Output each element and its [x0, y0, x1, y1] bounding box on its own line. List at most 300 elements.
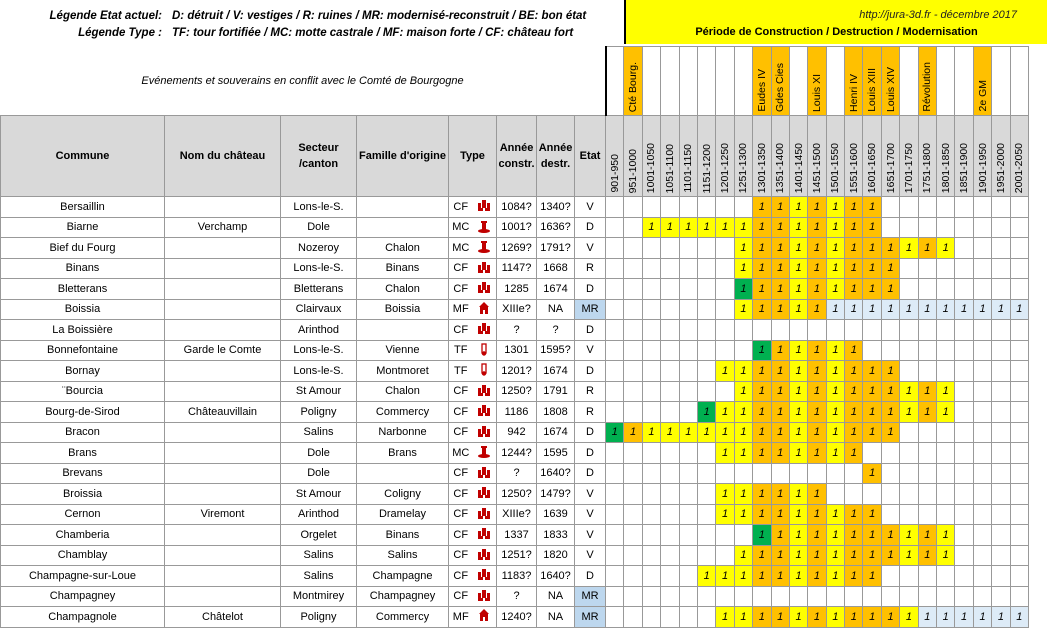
period-cell — [845, 279, 863, 300]
period-mark: 1 — [887, 241, 894, 254]
period-mark: 1 — [777, 364, 784, 377]
period-cell — [679, 340, 697, 361]
period-cell — [918, 320, 936, 341]
period-cell — [624, 258, 642, 279]
period-cell — [881, 443, 899, 464]
period-mark: 1 — [887, 426, 894, 439]
table-row[interactable] — [1, 238, 1029, 259]
period-mark: 1 — [758, 610, 765, 623]
period-cell — [624, 443, 642, 464]
period-mark: 1 — [832, 549, 839, 562]
table-row[interactable] — [1, 484, 1029, 505]
legend-type-key: Légende Type : — [78, 27, 162, 39]
period-mark: 1 — [795, 610, 802, 623]
table-row[interactable] — [1, 381, 1029, 402]
year-header — [606, 116, 624, 197]
period-cell — [753, 279, 771, 300]
event-label: 2e GM — [976, 80, 989, 112]
table-row[interactable] — [1, 402, 1029, 423]
period-mark: 1 — [813, 528, 821, 541]
period-mark: 1 — [869, 569, 876, 582]
table-row[interactable] — [1, 299, 1029, 320]
period-mark: 1 — [758, 385, 765, 398]
period-cell — [973, 525, 991, 546]
period-mark: 1 — [942, 549, 949, 562]
period-cell — [606, 525, 624, 546]
secteur-cell: Lons-le-S. — [281, 258, 357, 279]
chateau-name-cell: Garde le Comte — [165, 340, 281, 361]
period-mark: 1 — [703, 405, 710, 418]
period-mark: 1 — [721, 487, 729, 500]
secteur-cell: Bletterans — [281, 279, 357, 300]
annee-constr-cell: 942 — [497, 422, 537, 443]
period-cell — [826, 258, 844, 279]
period-cell — [789, 566, 807, 587]
period-cell — [606, 566, 624, 587]
period-cell — [808, 279, 826, 300]
period-cell — [881, 238, 899, 259]
castle-icon — [477, 198, 491, 212]
period-cell — [992, 463, 1010, 484]
period-cell — [1010, 422, 1028, 443]
period-cell — [955, 607, 973, 628]
period-mark: 1 — [777, 344, 784, 357]
year-label: 1701-1750 — [902, 142, 915, 193]
period-cell — [881, 586, 899, 607]
period-cell — [753, 258, 771, 279]
period-cell — [661, 238, 679, 259]
annee-constr-cell: 1269? — [497, 238, 537, 259]
period-cell — [606, 361, 624, 382]
period-cell — [753, 443, 771, 464]
event-label: Louis XI — [810, 74, 823, 112]
castle-icon — [477, 403, 491, 417]
period-mark: 1 — [740, 241, 747, 254]
table-row[interactable] — [1, 279, 1029, 300]
year-header — [881, 116, 899, 197]
period-cell — [642, 504, 660, 525]
period-mark: 1 — [869, 282, 876, 295]
period-cell — [881, 217, 899, 238]
period-cell — [900, 463, 918, 484]
period-mark: 1 — [740, 426, 747, 439]
period-mark: 1 — [685, 426, 692, 439]
header-annee-destr: Année destr. — [537, 116, 575, 197]
period-cell — [697, 340, 715, 361]
secteur-cell: Lons-le-S. — [281, 340, 357, 361]
period-cell — [992, 197, 1010, 218]
period-mark: 1 — [813, 282, 821, 295]
period-mark: 1 — [740, 385, 747, 398]
period-cell — [1010, 443, 1028, 464]
period-cell — [789, 340, 807, 361]
period-cell — [973, 279, 991, 300]
period-cell — [789, 361, 807, 382]
period-cell — [937, 402, 955, 423]
period-mark: 1 — [740, 487, 747, 500]
period-cell — [808, 566, 826, 587]
source-url[interactable]: http://jura-3d.fr - décembre 2017 — [859, 9, 1017, 21]
period-mark: 1 — [777, 487, 784, 500]
table-row[interactable] — [1, 197, 1029, 218]
period-cell — [900, 566, 918, 587]
period-cell — [845, 320, 863, 341]
commune-cell: ¨Bourcia — [1, 381, 165, 402]
period-cell — [753, 525, 771, 546]
legend-etat — [0, 9, 586, 24]
period-cell — [753, 504, 771, 525]
period-cell — [753, 402, 771, 423]
chateau-name-cell — [165, 279, 281, 300]
period-mark: 1 — [942, 385, 949, 398]
period-mark: 1 — [850, 528, 857, 541]
type-cell: MC — [449, 217, 473, 238]
table-row[interactable] — [1, 463, 1029, 484]
period-mark: 1 — [850, 569, 857, 582]
table-row[interactable] — [1, 504, 1029, 525]
period-cell — [900, 361, 918, 382]
period-cell — [606, 484, 624, 505]
period-cell — [937, 361, 955, 382]
period-cell — [624, 217, 642, 238]
period-mark: 1 — [721, 610, 729, 623]
type-cell: CF — [449, 525, 473, 546]
period-cell — [826, 566, 844, 587]
famille-cell: Chalon — [357, 238, 449, 259]
period-mark: 1 — [795, 569, 802, 582]
castle-icon — [477, 526, 491, 540]
year-label: 1501-1550 — [829, 142, 842, 193]
period-mark: 1 — [795, 200, 802, 213]
period-cell — [881, 545, 899, 566]
period-cell — [734, 463, 752, 484]
year-label: 1001-1050 — [645, 142, 658, 193]
period-cell — [808, 443, 826, 464]
event-cell — [624, 47, 642, 116]
period-cell — [826, 402, 844, 423]
period-cell — [918, 525, 936, 546]
period-mark: 1 — [887, 282, 894, 295]
year-header — [955, 116, 973, 197]
period-mark: 1 — [721, 405, 729, 418]
period-cell — [771, 422, 789, 443]
period-cell — [606, 586, 624, 607]
period-cell — [881, 463, 899, 484]
period-cell — [606, 279, 624, 300]
castle-icon — [477, 321, 491, 335]
period-mark: 1 — [869, 610, 876, 623]
period-cell — [697, 381, 715, 402]
etat-cell: D — [575, 361, 606, 382]
event-label: Gdes Cies — [774, 62, 787, 112]
period-cell — [624, 566, 642, 587]
castle-icon — [477, 567, 491, 581]
period-cell — [734, 197, 752, 218]
period-cell — [642, 566, 660, 587]
period-cell — [992, 381, 1010, 402]
period-mark: 1 — [795, 221, 802, 234]
period-mark: 1 — [795, 385, 802, 398]
period-mark: 1 — [721, 221, 729, 234]
period-cell — [789, 504, 807, 525]
period-cell — [697, 484, 715, 505]
table-row[interactable] — [1, 340, 1029, 361]
period-mark: 1 — [795, 405, 802, 418]
period-cell — [937, 320, 955, 341]
period-cell — [606, 217, 624, 238]
annee-destr-cell: 1668 — [537, 258, 575, 279]
table-row[interactable] — [1, 586, 1029, 607]
famille-cell — [357, 217, 449, 238]
period-cell — [789, 197, 807, 218]
period-cell — [624, 361, 642, 382]
period-cell — [679, 586, 697, 607]
commune-cell: Champagne-sur-Loue — [1, 566, 165, 587]
period-cell — [697, 525, 715, 546]
event-cell — [845, 47, 863, 116]
secteur-cell: Orgelet — [281, 525, 357, 546]
year-label: 1151-1200 — [700, 143, 713, 193]
famille-cell — [357, 320, 449, 341]
table-row[interactable] — [1, 320, 1029, 341]
period-cell — [863, 402, 881, 423]
etat-cell: D — [575, 422, 606, 443]
year-label: 1351-1400 — [774, 142, 787, 193]
event-cell — [606, 47, 624, 116]
period-cell — [606, 197, 624, 218]
table-row[interactable] — [1, 217, 1029, 238]
period-cell — [826, 545, 844, 566]
period-cell — [734, 299, 752, 320]
event-cell — [881, 47, 899, 116]
period-cell — [918, 545, 936, 566]
period-cell — [753, 463, 771, 484]
period-cell — [937, 566, 955, 587]
period-cell — [716, 217, 734, 238]
period-cell — [679, 381, 697, 402]
period-cell — [973, 566, 991, 587]
period-mark: 1 — [869, 303, 876, 316]
table-row[interactable] — [1, 361, 1029, 382]
secteur-cell: Nozeroy — [281, 238, 357, 259]
year-label: 1651-1700 — [884, 142, 897, 193]
period-cell — [606, 463, 624, 484]
table-row[interactable] — [1, 443, 1029, 464]
commune-cell: Chamberia — [1, 525, 165, 546]
period-cell — [955, 525, 973, 546]
annee-constr-cell: 1251? — [497, 545, 537, 566]
period-cell — [753, 217, 771, 238]
period-cell — [881, 504, 899, 525]
period-mark: 1 — [832, 610, 839, 623]
period-cell — [716, 463, 734, 484]
period-cell — [900, 197, 918, 218]
period-cell — [642, 484, 660, 505]
period-mark: 1 — [850, 344, 857, 357]
year-header — [679, 116, 697, 197]
period-mark: 1 — [795, 549, 802, 562]
table-row[interactable] — [1, 545, 1029, 566]
period-mark: 1 — [795, 344, 802, 357]
period-mark: 1 — [832, 528, 839, 541]
period-cell — [661, 340, 679, 361]
period-cell — [973, 217, 991, 238]
table-row[interactable] — [1, 566, 1029, 587]
period-cell — [661, 279, 679, 300]
chateau-name-cell: Viremont — [165, 504, 281, 525]
period-mark: 1 — [740, 508, 747, 521]
period-cell — [845, 197, 863, 218]
period-cell — [624, 238, 642, 259]
period-cell — [606, 443, 624, 464]
period-cell — [881, 299, 899, 320]
period-cell — [661, 443, 679, 464]
header-secteur: Secteur /canton — [281, 116, 357, 197]
type-icon-cell — [473, 402, 497, 423]
period-cell — [808, 586, 826, 607]
annee-destr-cell: 1479? — [537, 484, 575, 505]
period-cell — [771, 484, 789, 505]
period-cell — [973, 586, 991, 607]
period-cell — [992, 279, 1010, 300]
year-label: 1251-1300 — [737, 142, 750, 193]
period-mark: 1 — [979, 610, 986, 623]
year-label: 901-950 — [608, 154, 621, 193]
etat-cell: MR — [575, 586, 606, 607]
table-row[interactable] — [1, 422, 1029, 443]
period-mark: 1 — [813, 221, 821, 234]
period-cell — [771, 381, 789, 402]
period-mark: 1 — [869, 262, 876, 275]
period-cell — [808, 607, 826, 628]
period-cell — [900, 299, 918, 320]
tower-icon — [477, 342, 491, 356]
famille-cell — [357, 463, 449, 484]
period-mark: 1 — [942, 610, 949, 623]
period-cell — [734, 381, 752, 402]
table-row[interactable] — [1, 525, 1029, 546]
period-cell — [955, 279, 973, 300]
period-cell — [808, 545, 826, 566]
period-mark: 1 — [777, 262, 784, 275]
period-cell — [771, 463, 789, 484]
period-mark: 1 — [887, 549, 894, 562]
table-row[interactable] — [1, 607, 1029, 628]
period-cell — [753, 586, 771, 607]
period-cell — [679, 299, 697, 320]
period-cell — [624, 422, 642, 443]
period-cell — [808, 361, 826, 382]
period-mark: 1 — [777, 610, 784, 623]
period-mark: 1 — [924, 405, 931, 418]
period-cell — [606, 402, 624, 423]
period-cell — [900, 607, 918, 628]
year-label: 2001-2050 — [1013, 142, 1026, 193]
year-label: 1451-1500 — [810, 142, 823, 193]
event-cell — [826, 47, 844, 116]
castle-icon — [477, 588, 491, 602]
header-nom: Nom du château — [165, 116, 281, 197]
commune-cell: Champagney — [1, 586, 165, 607]
commune-cell: Cernon — [1, 504, 165, 525]
period-cell — [845, 361, 863, 382]
period-mark: 1 — [740, 221, 747, 234]
period-mark: 1 — [850, 221, 857, 234]
period-cell — [826, 463, 844, 484]
period-mark: 1 — [813, 508, 821, 521]
period-cell — [697, 566, 715, 587]
period-cell — [918, 217, 936, 238]
period-cell — [826, 299, 844, 320]
period-cell — [789, 545, 807, 566]
secteur-cell: Lons-le-S. — [281, 361, 357, 382]
event-cell — [1010, 47, 1028, 116]
famille-cell: Binans — [357, 258, 449, 279]
event-label: Henri IV — [847, 74, 860, 112]
period-cell — [624, 402, 642, 423]
period-mark: 1 — [887, 303, 894, 316]
table-row[interactable] — [1, 258, 1029, 279]
period-mark: 1 — [758, 303, 765, 316]
period-cell — [808, 197, 826, 218]
period-cell — [992, 340, 1010, 361]
type-cell: TF — [449, 361, 473, 382]
period-cell — [606, 320, 624, 341]
period-cell — [845, 422, 863, 443]
period-mark: 1 — [832, 446, 839, 459]
secteur-cell: Arinthod — [281, 504, 357, 525]
period-cell — [937, 258, 955, 279]
period-cell — [937, 484, 955, 505]
header-commune: Commune — [1, 116, 165, 197]
period-cell — [845, 525, 863, 546]
annee-destr-cell: ? — [537, 320, 575, 341]
period-cell — [771, 525, 789, 546]
period-mark: 1 — [942, 241, 949, 254]
period-cell — [900, 422, 918, 443]
period-cell — [955, 422, 973, 443]
period-cell — [918, 607, 936, 628]
year-header — [661, 116, 679, 197]
period-cell — [973, 320, 991, 341]
period-cell — [992, 545, 1010, 566]
chateau-name-cell: Châteauvillain — [165, 402, 281, 423]
period-cell — [789, 320, 807, 341]
period-cell — [789, 299, 807, 320]
type-cell: CF — [449, 586, 473, 607]
period-cell — [845, 504, 863, 525]
period-cell — [808, 340, 826, 361]
period-mark: 1 — [942, 303, 949, 316]
period-cell — [863, 607, 881, 628]
type-cell: CF — [449, 504, 473, 525]
chateau-name-cell — [165, 484, 281, 505]
period-mark: 1 — [850, 200, 857, 213]
period-cell — [826, 525, 844, 546]
castle-icon — [477, 485, 491, 499]
period-cell — [624, 607, 642, 628]
period-mark: 1 — [813, 426, 821, 439]
header-row — [1, 116, 1029, 197]
chateau-name-cell — [165, 238, 281, 259]
period-cell — [937, 197, 955, 218]
period-cell — [606, 504, 624, 525]
period-cell — [845, 484, 863, 505]
annee-destr-cell: 1595 — [537, 443, 575, 464]
period-cell — [642, 381, 660, 402]
period-cell — [642, 299, 660, 320]
castle-icon — [477, 260, 491, 274]
